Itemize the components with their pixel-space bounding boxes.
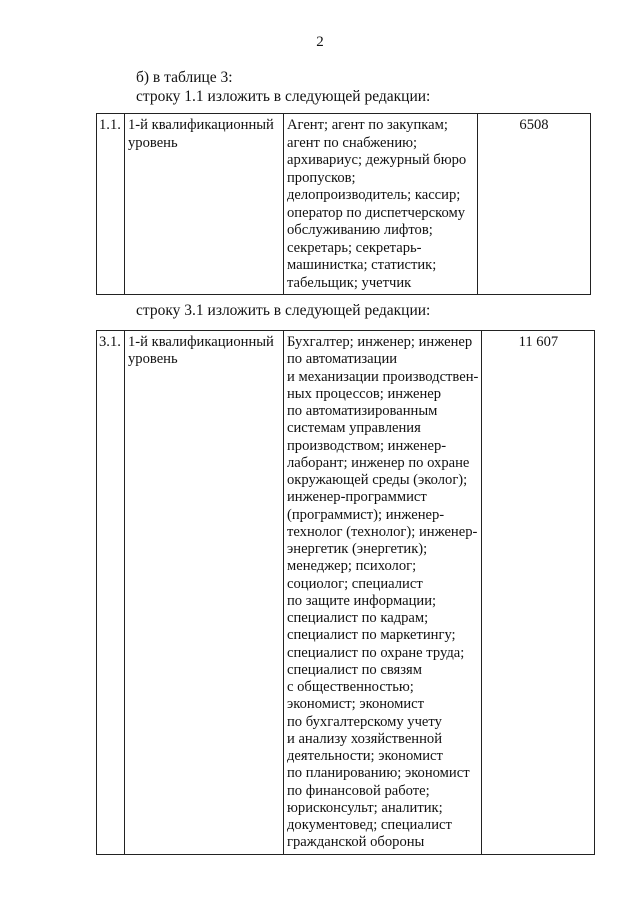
positions-line: специалист по кадрам; bbox=[287, 610, 429, 626]
value-cell bbox=[478, 114, 591, 295]
positions-cell bbox=[284, 331, 482, 855]
table-row bbox=[97, 114, 591, 295]
positions-line: пропусков; bbox=[287, 169, 356, 186]
positions-line: производством; инженер- bbox=[287, 437, 447, 454]
item-b-paragraph: б) в таблице 3: bbox=[136, 69, 233, 86]
level-line: 1-й квалификационный bbox=[128, 334, 274, 350]
positions-line: обслуживанию лифтов; bbox=[287, 222, 433, 238]
positions-line: по финансовой работе; bbox=[287, 782, 430, 799]
positions-line: по автоматизации bbox=[287, 351, 398, 368]
positions-line: технолог (технолог); инженер- bbox=[287, 523, 478, 540]
page-number: 2 bbox=[316, 34, 324, 50]
level-cell bbox=[125, 114, 284, 295]
salary-value: 11 607 bbox=[518, 334, 559, 350]
table-row bbox=[97, 331, 595, 855]
positions-line: табельщик; учетчик bbox=[287, 274, 412, 291]
positions-line: агент по снабжению; bbox=[287, 134, 418, 151]
positions-cell bbox=[284, 114, 478, 295]
positions-line: лаборант; инженер по охране bbox=[287, 454, 470, 471]
row-1-1-instruction: строку 1.1 изложить в следующей редакции: bbox=[136, 88, 431, 105]
value-cell bbox=[482, 331, 595, 855]
level-cell bbox=[125, 331, 284, 855]
positions-line: (программист); инженер- bbox=[287, 506, 445, 523]
positions-line: юрисконсульт; аналитик; bbox=[287, 799, 443, 816]
positions-line: секретарь; секретарь- bbox=[287, 239, 422, 256]
positions-line: машинистка; статистик; bbox=[287, 257, 437, 273]
positions-line: оператор по диспетчерскому bbox=[287, 204, 466, 221]
positions-line: ных процессов; инженер bbox=[287, 385, 442, 402]
positions-line: Бухгалтер; инженер; инженер bbox=[287, 334, 473, 350]
positions-line: инженер-программист bbox=[287, 489, 427, 506]
positions-line: по бухгалтерскому учету bbox=[287, 713, 442, 730]
positions-line: социолог; специалист bbox=[287, 575, 423, 592]
level-line: уровень bbox=[128, 134, 178, 151]
row-number: 3.1. bbox=[99, 334, 121, 350]
positions-line: гражданской обороны bbox=[287, 834, 425, 851]
positions-line: менеджер; психолог; bbox=[287, 558, 417, 575]
positions-line: специалист по связям bbox=[287, 661, 422, 678]
positions-line: окружающей среды (эколог); bbox=[287, 472, 468, 488]
positions-line: с общественностью; bbox=[287, 679, 414, 695]
salary-value: 6508 bbox=[519, 117, 549, 133]
positions-line: системам управления bbox=[287, 420, 421, 437]
positions-line: по планированию; экономист bbox=[287, 765, 470, 782]
row-number-cell bbox=[97, 114, 125, 295]
level-line: 1-й квалификационный bbox=[128, 117, 274, 133]
positions-line: деятельности; экономист bbox=[287, 748, 443, 764]
positions-line: специалист по маркетингу; bbox=[287, 627, 456, 644]
level-line: уровень bbox=[128, 351, 178, 368]
positions-line: и механизации производствен- bbox=[287, 368, 479, 385]
positions-line: и анализу хозяйственной bbox=[287, 730, 443, 747]
row-3-1-instruction: строку 3.1 изложить в следующей редакции: bbox=[136, 302, 431, 319]
positions-line: экономист; экономист bbox=[287, 696, 424, 713]
positions-line: по автоматизированным bbox=[287, 403, 438, 419]
positions-line: по защите информации; bbox=[287, 592, 437, 609]
row-number: 1.1. bbox=[99, 117, 121, 133]
positions-line: энергетик (энергетик); bbox=[287, 541, 428, 557]
table-row-3-1 bbox=[96, 330, 595, 855]
row-number-cell bbox=[97, 331, 125, 855]
positions-line: архивариус; дежурный бюро bbox=[287, 152, 467, 168]
positions-line: Агент; агент по закупкам; bbox=[287, 117, 448, 133]
table-row-1-1 bbox=[96, 113, 591, 295]
positions-line: делопроизводитель; кассир; bbox=[287, 187, 461, 203]
positions-line: специалист по охране труда; bbox=[287, 644, 465, 661]
positions-line: документовед; специалист bbox=[287, 817, 452, 833]
